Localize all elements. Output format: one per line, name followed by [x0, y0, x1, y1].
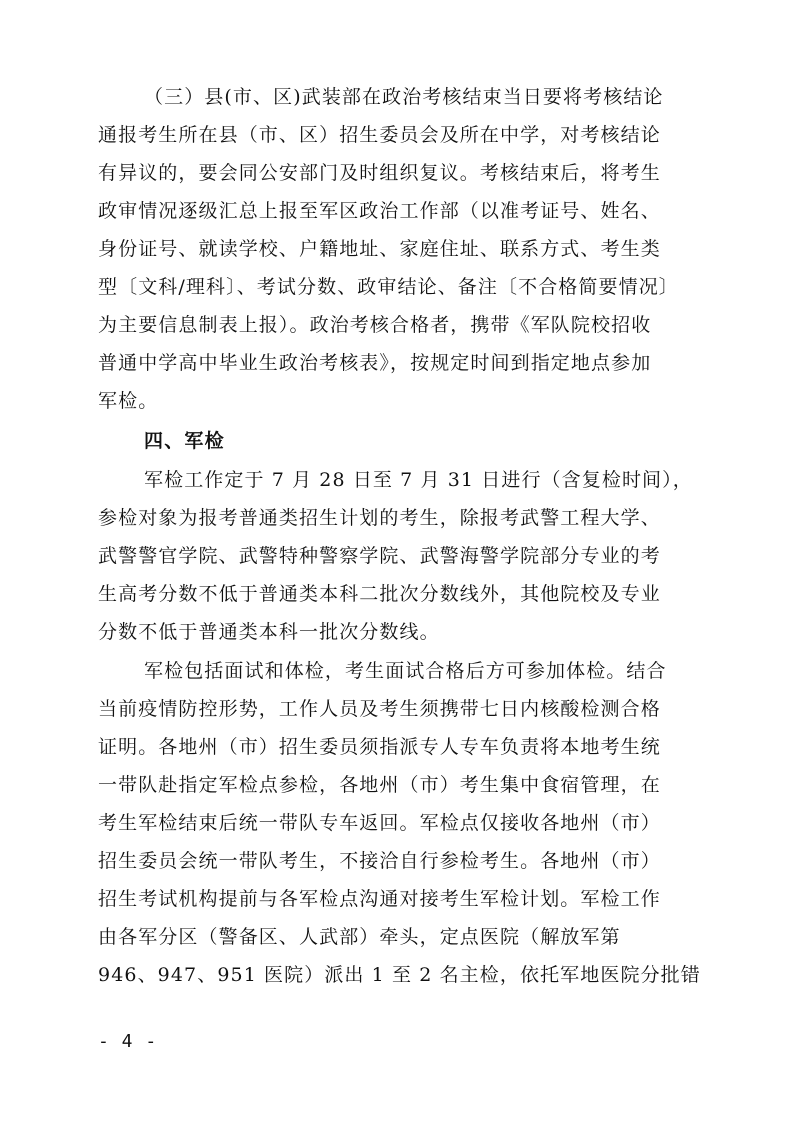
section-4-paragraph-2-line-2: 当前疫情防控形势，工作人员及考生须携带七日内核酸检测合格 — [98, 698, 661, 720]
paragraph-3-line-6: 型〔文科/理科〕、考试分数、政审结论、备注〔不合格简要情况〕 — [98, 276, 679, 298]
section-4-paragraph-2-line-4: 一带队赴指定军检点参检，各地州（市）考生集中食宿管理，在 — [98, 774, 661, 796]
paragraph-3-line-7: 为主要信息制表上报）。政治考核合格者，携带《军队院校招收 — [98, 314, 652, 336]
section-4-paragraph-1-line-3: 武警警官学院、武警特种警察学院、武警海警学院部分专业的考 — [98, 545, 661, 567]
section-4-paragraph-2-line-9: 946、947、951 医院）派出 1 至 2 名主检，依托军地医院分批错 — [98, 964, 701, 986]
section-4-paragraph-2-line-1: 军检包括面试和体检，考生面试合格后方可参加体检。结合 — [144, 660, 667, 682]
section-4-paragraph-1-line-2: 参检对象为报考普通类招生计划的考生，除报考武警工程大学、 — [98, 507, 661, 529]
section-4-paragraph-2-line-8: 由各军分区（警备区、人武部）牵头，定点医院（解放军第 — [98, 926, 621, 948]
paragraph-3-line-5: 身份证号、就读学校、户籍地址、家庭住址、联系方式、考生类 — [98, 238, 661, 260]
section-4-paragraph-2-line-3: 证明。各地州（市）招生委员须指派专人专车负责将本地考生统 — [98, 736, 661, 758]
section-4-paragraph-2-line-5: 考生军检结束后统一带队专车返回。军检点仅接收各地州（市） — [98, 812, 661, 834]
paragraph-3-line-8: 普通中学高中毕业生政治考核表》，按规定时间到指定地点参加 — [98, 352, 652, 374]
paragraph-3-line-1: （三）县(市、区)武装部在政治考核结束当日要将考核结论 — [144, 86, 664, 108]
paragraph-3-line-2: 通报考生所在县（市、区）招生委员会及所在中学，对考核结论 — [98, 124, 661, 146]
section-4-paragraph-1-line-5: 分数不低于普通类本科一批次分数线。 — [98, 621, 440, 643]
paragraph-3-line-3: 有异议的，要会同公安部门及时组织复议。考核结束后，将考生 — [98, 162, 661, 184]
section-4-paragraph-1-line-1: 军检工作定于 7 月 28 日至 7 月 31 日进行（含复检时间）， — [144, 469, 693, 491]
section-4-paragraph-2-line-7: 招生考试机构提前与各军检点沟通对接考生军检计划。军检工作 — [98, 888, 661, 910]
paragraph-3-line-9: 军检。 — [98, 390, 159, 412]
section-heading: 四、军检 — [144, 430, 225, 452]
page-number: - 4 - — [98, 1031, 158, 1052]
section-4-paragraph-2-line-6: 招生委员会统一带队考生，不接洽自行参检考生。各地州（市） — [98, 850, 661, 872]
section-4-paragraph-1-line-4: 生高考分数不低于普通类本科二批次分数线外，其他院校及专业 — [98, 583, 661, 605]
paragraph-3-line-4: 政审情况逐级汇总上报至军区政治工作部（以准考证号、姓名、 — [98, 200, 661, 222]
